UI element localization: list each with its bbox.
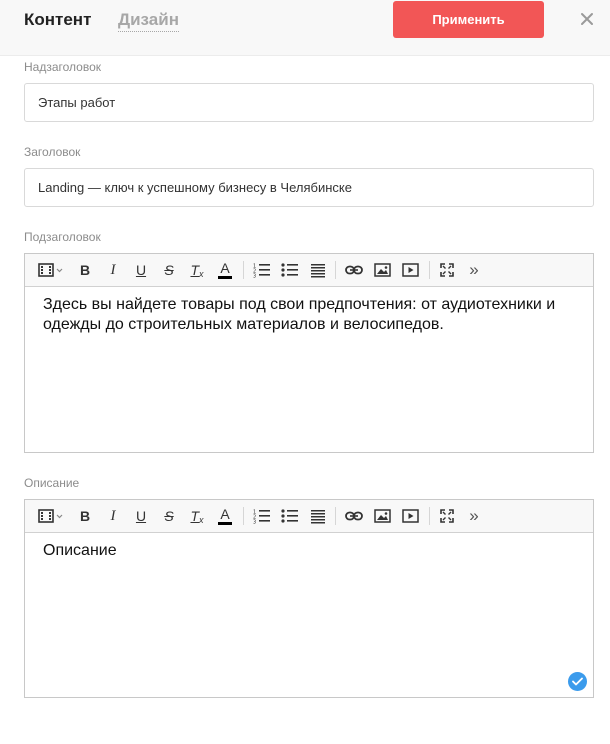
check-icon[interactable] <box>568 672 587 691</box>
source-icon[interactable] <box>37 259 65 281</box>
svg-text:1: 1 <box>253 263 257 270</box>
toolbar-separator <box>335 507 336 525</box>
title-input[interactable] <box>24 168 594 207</box>
more-icon[interactable]: » <box>469 260 479 279</box>
bullet-list-icon[interactable] <box>280 259 300 281</box>
svg-text:2: 2 <box>253 268 257 275</box>
subtitle-label: Подзаголовок <box>24 230 101 244</box>
supertitle-input[interactable] <box>24 83 594 122</box>
clear-format-sub: x <box>199 515 204 525</box>
subtitle-editor <box>24 253 594 453</box>
clear-format-letter: T <box>190 508 200 524</box>
text-color-letter: A <box>220 259 230 276</box>
description-label: Описание <box>24 476 80 490</box>
text-color-bar <box>218 522 232 525</box>
apply-button[interactable]: Применить <box>393 1 544 38</box>
subtitle-content[interactable]: Здесь вы найдете товары под свои предпочтения: от аудиотехники и одежды до строительных материалов и велосипедов. <box>43 296 556 333</box>
underline-icon[interactable]: U <box>135 508 147 524</box>
description-content[interactable]: Описание <box>43 542 117 559</box>
numbered-list-icon[interactable] <box>252 259 272 281</box>
video-icon[interactable] <box>399 505 421 527</box>
text-color-icon[interactable] <box>216 505 234 527</box>
strikethrough-icon[interactable]: S <box>164 508 174 524</box>
clear-format-icon[interactable] <box>187 259 207 281</box>
editor-toolbar <box>25 500 593 533</box>
align-icon[interactable] <box>308 259 328 281</box>
bold-icon[interactable]: B <box>79 262 91 278</box>
link-icon[interactable] <box>343 259 365 281</box>
panel-header <box>0 0 610 56</box>
bold-icon[interactable]: B <box>79 508 91 524</box>
svg-text:1: 1 <box>253 509 257 516</box>
text-color-letter: A <box>220 505 230 522</box>
bullet-list-icon[interactable] <box>280 505 300 527</box>
italic-icon[interactable]: I <box>110 261 116 278</box>
clear-format-letter: T <box>190 262 200 278</box>
toolbar-separator <box>429 261 430 279</box>
close-icon[interactable] <box>576 8 598 30</box>
align-icon[interactable] <box>308 505 328 527</box>
underline-icon[interactable]: U <box>135 262 147 278</box>
text-color-bar <box>218 276 232 279</box>
italic-icon[interactable]: I <box>110 507 116 524</box>
fullscreen-icon[interactable] <box>437 505 457 527</box>
source-icon[interactable] <box>37 505 65 527</box>
supertitle-label: Надзаголовок <box>24 60 102 74</box>
tab-content[interactable]: Контент <box>24 10 92 29</box>
video-icon[interactable] <box>399 259 421 281</box>
title-label: Заголовок <box>24 145 81 159</box>
more-icon[interactable]: » <box>469 506 479 525</box>
fullscreen-icon[interactable] <box>437 259 457 281</box>
image-icon[interactable] <box>371 259 393 281</box>
toolbar-separator <box>243 507 244 525</box>
svg-text:3: 3 <box>253 519 257 524</box>
editor-toolbar <box>25 254 593 287</box>
svg-text:3: 3 <box>253 273 257 278</box>
toolbar-separator <box>429 507 430 525</box>
link-icon[interactable] <box>343 505 365 527</box>
strikethrough-icon[interactable]: S <box>164 262 174 278</box>
text-color-icon[interactable] <box>216 259 234 281</box>
image-icon[interactable] <box>371 505 393 527</box>
toolbar-separator <box>335 261 336 279</box>
clear-format-icon[interactable] <box>187 505 207 527</box>
description-editor <box>24 499 594 698</box>
svg-text:2: 2 <box>253 514 257 521</box>
tab-design[interactable]: Дизайн <box>118 10 179 32</box>
clear-format-sub: x <box>199 269 204 279</box>
toolbar-separator <box>243 261 244 279</box>
numbered-list-icon[interactable] <box>252 505 272 527</box>
